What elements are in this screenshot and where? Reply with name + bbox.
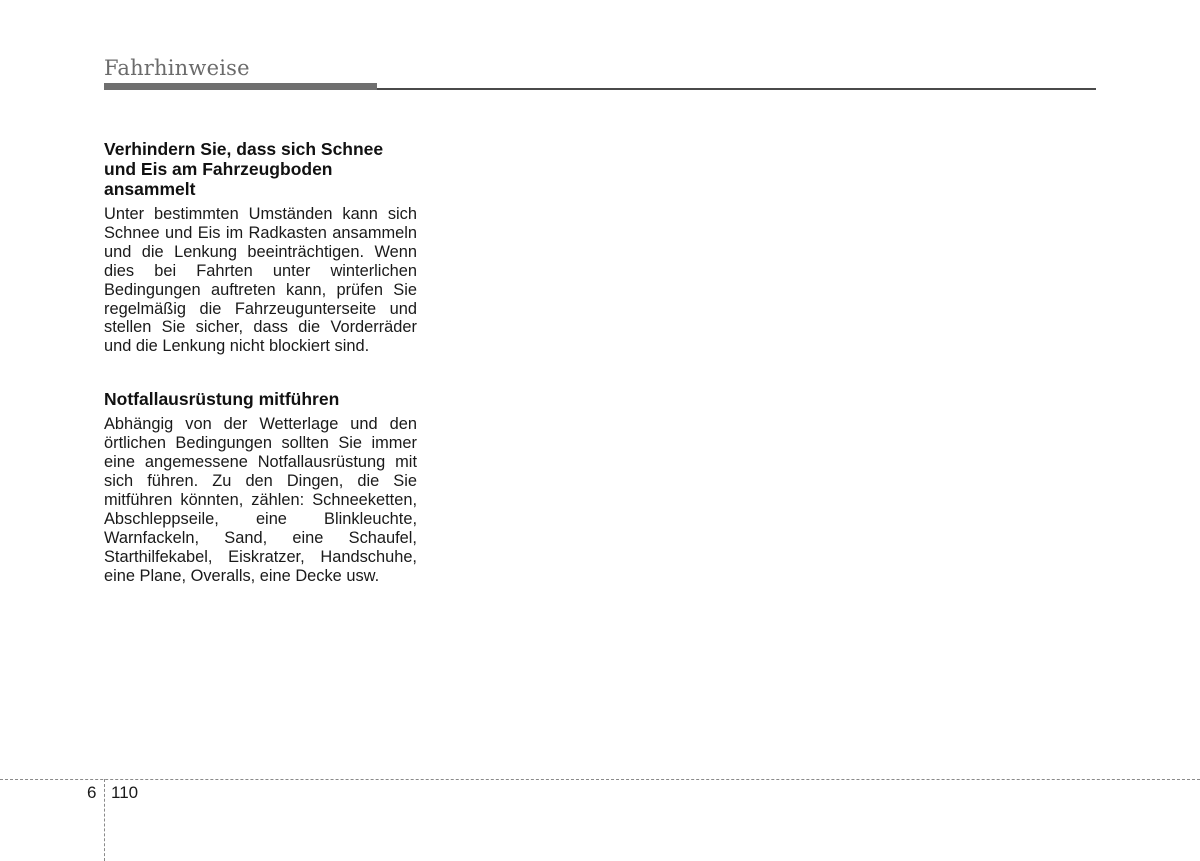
chapter-number: 6 bbox=[87, 783, 97, 802]
header-rule-thin bbox=[377, 88, 1096, 90]
section-emergency-equipment bbox=[104, 389, 417, 585]
footer-divider bbox=[0, 779, 1200, 780]
section-header-title: Fahrhinweise bbox=[104, 56, 250, 80]
section-heading: Verhindern Sie, dass sich Schnee und Eis am Fahrzeugboden ansammelt bbox=[104, 139, 384, 199]
page-number: 110 bbox=[111, 783, 139, 802]
section-body: Unter bestimmten Umständen kann sich Schnee und Eis im Radkasten ansammeln und die Lenkung beeinträchtigen. Wenn dies bei Fahrten unter winterlichen Bedingungen auftreten kann, prüfen Sie regelmäßig die Fahrzeugunterseite und stellen Sie sicher, dass die Vorderräder und die Lenkung nicht blockiert sind. bbox=[104, 205, 417, 356]
section-snow-ice bbox=[104, 139, 417, 356]
section-heading: Notfallausrüstung mitführen bbox=[104, 389, 340, 410]
footer-vertical-divider bbox=[104, 779, 105, 861]
section-body: Abhängig von der Wetterlage und den örtlichen Bedingungen sollten Sie immer eine angemessene Notfallausrüstung mit sich führen. Zu den Dingen, die Sie mitführen könnten, zählen: Schneeketten, Abschleppseile, eine Blinkleuchte, Warnfackeln, Sand, eine Schaufel, Starthilfekabel, Eiskratzer, Handschuhe, eine Plane, Overalls, eine Decke usw. bbox=[104, 415, 417, 585]
text-column bbox=[104, 139, 417, 585]
header-rule-thick bbox=[104, 83, 377, 90]
